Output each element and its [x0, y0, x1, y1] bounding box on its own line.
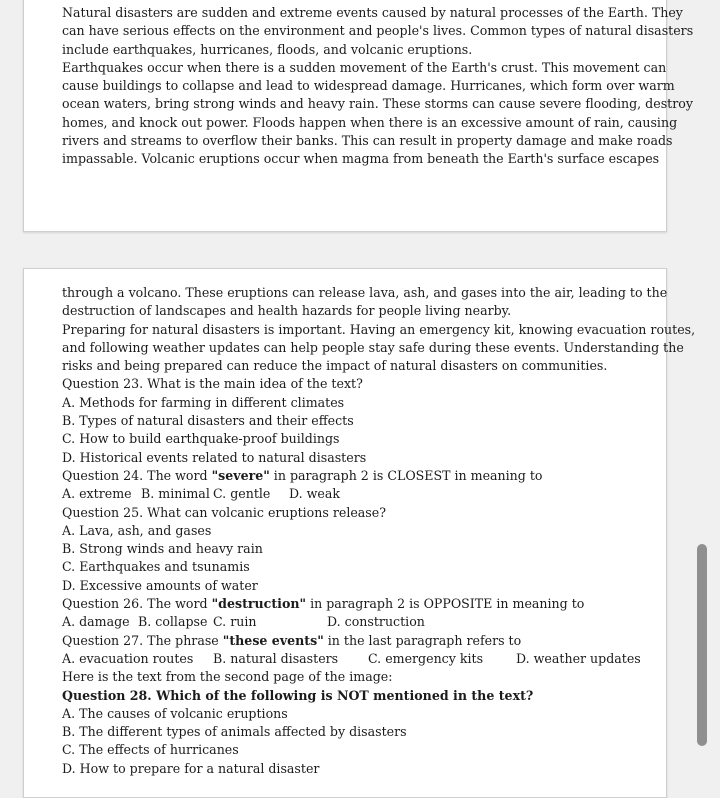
q27-option-c: C. emergency kits — [368, 650, 484, 666]
q26-prefix: Question 26. The word — [62, 596, 212, 612]
q28-option-c: C. The effects of hurricanes — [62, 742, 239, 758]
q25-option-d: D. Excessive amounts of water — [62, 577, 258, 593]
q28-option-a: A. The causes of volcanic eruptions — [62, 705, 288, 721]
passage-line: rivers and streams to overflow their banks. This can result in property damage and make roads — [62, 133, 673, 149]
passage-line: homes, and knock out power. Floods happen when there is an excessive amount of rain, causing — [62, 114, 678, 130]
page-1-text — [62, 4, 694, 169]
q27-keyword: "these events" — [222, 632, 324, 648]
passage-line: can have serious effects on the environment and people's lives. Common types of natural disasters — [62, 23, 694, 39]
page-note: Here is the text from the second page of the image: — [62, 669, 393, 685]
q23-option-c: C. How to build earthquake-proof buildings — [62, 431, 340, 447]
q25-option-c: C. Earthquakes and tsunamis — [62, 559, 250, 575]
question-25: Question 25. What can volcanic eruptions release? — [62, 504, 386, 520]
q27-option-b: B. natural disasters — [213, 650, 339, 666]
q25-option-b: B. Strong winds and heavy rain — [62, 541, 263, 557]
q25-option-a: A. Lava, ash, and gases — [62, 522, 212, 538]
q26-suffix: in paragraph 2 is OPPOSITE in meaning to — [306, 596, 585, 612]
document-page-2 — [23, 268, 696, 798]
passage-line: ocean waters, bring strong winds and heavy rain. These storms can cause severe flooding, destroy — [62, 96, 693, 112]
passage-line: cause buildings to collapse and lead to widespread damage. Hurricanes, which form over warm — [62, 78, 675, 94]
q27-option-a: A. evacuation routes — [62, 650, 194, 666]
q24-options — [62, 485, 646, 503]
q27-prefix: Question 27. The phrase — [62, 632, 223, 648]
q24-option-b: B. minimal — [141, 486, 210, 502]
q24-option-c: C. gentle — [213, 486, 271, 502]
q24-keyword: "severe" — [211, 467, 270, 483]
question-26 — [62, 595, 646, 613]
q24-option-a: A. extreme — [62, 486, 132, 502]
q27-options — [62, 650, 646, 668]
q27-option-d: D. weather updates — [516, 650, 641, 666]
q26-option-a: A. damage — [62, 614, 130, 630]
passage-line: Preparing for natural disasters is important. Having an emergency kit, knowing evacuation routes, — [62, 321, 696, 337]
q23-option-b: B. Types of natural disasters and their effects — [62, 413, 354, 429]
page-2-text — [62, 284, 696, 778]
vertical-scrollbar-thumb[interactable] — [697, 544, 707, 746]
passage-line: Earthquakes occur when there is a sudden movement of the Earth's crust. This movement can — [62, 59, 667, 75]
q24-suffix: in paragraph 2 is CLOSEST in meaning to — [269, 467, 543, 483]
q24-prefix: Question 24. The word — [62, 467, 212, 483]
q26-option-d: D. construction — [327, 614, 425, 630]
passage-line: include earthquakes, hurricanes, floods, and volcanic eruptions. — [62, 41, 473, 57]
passage-line: impassable. Volcanic eruptions occur when magma from beneath the Earth's surface escapes — [62, 151, 660, 167]
q27-suffix: in the last paragraph refers to — [323, 632, 522, 648]
q28-option-d: D. How to prepare for a natural disaster — [62, 760, 320, 776]
q28-option-b: B. The different types of animals affected by disasters — [62, 724, 407, 740]
passage-line: Natural disasters are sudden and extreme events caused by natural processes of the Earth. They — [62, 5, 683, 20]
q26-options — [62, 613, 646, 631]
passage-line: through a volcano. These eruptions can release lava, ash, and gases into the air, leading to the — [62, 285, 668, 300]
q26-option-c: C. ruin — [213, 614, 257, 630]
passage-line: destruction of landscapes and health hazards for people living nearby. — [62, 303, 512, 319]
q26-option-b: B. collapse — [138, 614, 208, 630]
document-page-1 — [23, 0, 694, 232]
question-23: Question 23. What is the main idea of the text? — [62, 376, 363, 392]
question-24 — [62, 467, 646, 485]
passage-line: and following weather updates can help people stay safe during these events. Understanding the — [62, 339, 684, 355]
question-28: Question 28. Which of the following is NOT mentioned in the text? — [62, 687, 534, 703]
question-27 — [62, 632, 646, 650]
passage-line: risks and being prepared can reduce the impact of natural disasters on communities. — [62, 358, 608, 374]
q23-option-d: D. Historical events related to natural disasters — [62, 449, 367, 465]
q26-keyword: "destruction" — [211, 596, 307, 612]
q24-option-d: D. weak — [289, 486, 341, 502]
q23-option-a: A. Methods for farming in different climates — [62, 394, 345, 410]
